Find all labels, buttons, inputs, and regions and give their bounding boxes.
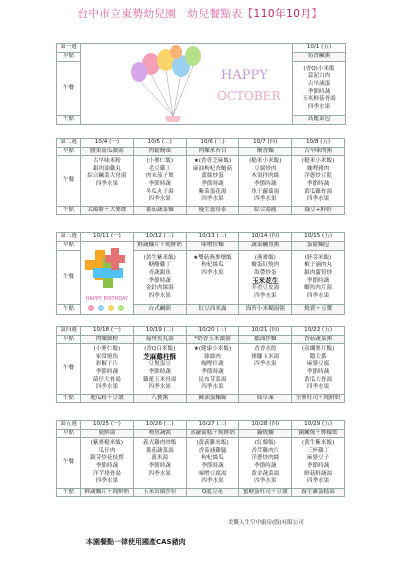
snack-cell: 腰果南瓜濃湯 <box>81 147 134 156</box>
lunch-label: 午餐 <box>57 250 81 304</box>
afternoon-cell: 仙草凍 <box>239 394 292 403</box>
afternoon-cell: Q龍豆花 <box>186 488 239 497</box>
lunch-cell: (黃義雞米飯) 香菇滷雞腿 枸杞絲瓜 季節時蔬 味噌豆腐湯 四季水果 <box>186 438 239 489</box>
date-cell: 10/29 (五) <box>292 421 345 430</box>
afternoon-cell: 蘇油蛋麵線 <box>186 394 239 403</box>
happy-text: HAPPY <box>221 68 268 83</box>
date-cell: 10/13 (三) <box>186 233 239 242</box>
week3-table <box>56 232 345 315</box>
snack-label: 早點 <box>57 241 81 250</box>
lunch-cell: (黃生紫米飯) 糖醋雞丁 青蔬銀魚 季節時蔬 金針肉絲湯 四季水果 <box>133 250 186 304</box>
date-10-1: 10/1 (五) <box>293 44 346 53</box>
week-label: 第四週 <box>57 327 81 336</box>
snack-cell: 鵝油拌麵 <box>239 335 292 344</box>
lunch-cell: 義式雞肉炒飯 番茄蔬菜湯 薑米湯 季節時蔬 四季水果 <box>133 438 186 489</box>
snack-cell: 味噌拉麵 <box>186 241 239 250</box>
page-title: 台中市立東勢幼兒園 幼兒餐點表【110年10月】 <box>77 8 323 20</box>
snack-cell: 鮮蔬麵片＋純鮮奶 <box>133 241 186 250</box>
snack-cell: 蒸蘿蔔糕＋純鮮奶 <box>186 429 239 438</box>
date-cell: 10/28 (四) <box>239 421 292 430</box>
snack-cell: 爾香麵 <box>239 147 292 156</box>
date-cell: 10/26 (二) <box>133 421 186 430</box>
lunch-label: 午餐 <box>57 344 81 395</box>
october-decoration <box>81 44 293 125</box>
afternoon-cell: 太陽餅＋大麥飲 <box>81 206 134 215</box>
date-cell: 10/25 (一) <box>81 421 134 430</box>
date-cell: 10/5 (二) <box>133 139 186 148</box>
afternoon-cell: 地瓜粉＋豆漿 <box>81 394 134 403</box>
lunch-cell: ★(健康小米飯) 絲絲肉 咖哩什蔬 季節時蔬 昆布芽菜湯 四季水果 <box>186 344 239 395</box>
snack-cell: *奶香玉米濃湯 <box>186 335 239 344</box>
lunch-label: 午餐 <box>57 156 81 207</box>
date-cell: 10/7 (四) <box>239 139 292 148</box>
week4-table <box>56 326 345 403</box>
date-cell: 10/15 (五) <box>292 233 345 242</box>
afternoon-cell: 鮮蔬麵片＋純鮮奶 <box>81 488 134 497</box>
afternoon-10-1: 高麗菜包 <box>293 115 346 124</box>
date-cell: 10/11 (一) <box>81 233 134 242</box>
date-cell: 10/19 (二) <box>133 327 186 336</box>
lunch-cell: (黃生紫米飯) 三杯雞丁 麻婆豆子 季節時蔬 鮮菇鮮蔬湯 四季水果 <box>292 438 345 489</box>
lunch-cell: ★雙菇燕麥燴飯 枸杞絲瓜 四季水果 <box>186 250 239 304</box>
date-cell: 10/20 (三) <box>186 327 239 336</box>
lunch-label: 午餐 <box>57 62 81 116</box>
lunch-cell: (燕麥飯) 瓣蛋紅燒肉 海帶炒蛋 玉米花生 芥香豆皮湯 四季水果 <box>239 250 292 304</box>
lunch-cell: ★(香香芝麻飯) 麻油枸杞杏鮑菇 薑絲炒蛋 季節時蔬 紫菜蛋花湯 四季水果 <box>186 156 239 207</box>
lunch-cell: (胚芽米飯) 椒子滷肉丸 銀肉蘆筍炒 季節時蔬 鯽魚肉片湯 四季水果 <box>292 250 345 304</box>
afternoon-label: 午點 <box>57 305 81 314</box>
lunch-cell: (小麥仁飯) 毛豆雞丁 肉末茄子煲 季節時蔬 冬瓜丸子湯 四季水果 <box>133 156 186 207</box>
snack-cell: 鍋燒麵 <box>239 429 292 438</box>
snack-label: 早點 <box>57 53 81 62</box>
afternoon-label: 午點 <box>57 115 81 124</box>
afternoon-cell: 養生雞蛋糕湯 <box>292 488 345 497</box>
afternoon-cell: 綜合湯圓 <box>239 206 292 215</box>
date-cell: 10/6 (三) <box>186 139 239 148</box>
afternoon-cell: 八寶粥 <box>133 394 186 403</box>
lunch-cell: (小麥仁飯) 家常燒魚 彩椒干片 季節時蔬 菌仔大骨湯 四季水果 <box>81 344 134 395</box>
snack-label: 早點 <box>57 335 81 344</box>
snack-cell: 香菇蔬菜粥 <box>292 335 345 344</box>
afternoon-cell: 全麥吐司＋純鮮奶 <box>292 394 345 403</box>
afternoon-cell: 番茄蔬菜麵 <box>133 206 186 215</box>
date-cell: 10/22 (五) <box>292 327 345 336</box>
snack-cell: 鹿鮮湯 <box>81 429 134 438</box>
date-cell: 10/4 (一) <box>81 139 134 148</box>
afternoon-cell: 燒賣＋豆漿 <box>292 305 345 314</box>
snack-cell: 古早味肉粥 <box>292 147 345 156</box>
week-label: 第五週 <box>57 421 81 430</box>
cas-pork-notice: 本園餐點一律使用國產CAS豬肉 <box>86 538 186 546</box>
snack-label: 早點 <box>57 429 81 438</box>
lunch-cell: (高纖麥片飯) 鵝大番 麻婆豆腐 季節時蔬 黃瓜大骨湯 四季水果 <box>292 344 345 395</box>
snack-cell: 蔬菜鹹魚粥 <box>239 241 292 250</box>
afternoon-cell: 紅豆西米露 <box>186 305 239 314</box>
lunch-cell: (糙米小米飯) 咖哩豬肉 洋蔥炒豆乾 季節時蔬 黃瓜雞骨湯 四季水果 <box>292 156 345 207</box>
afternoon-cell: 玉米田園沙拉 <box>133 488 186 497</box>
balloons-image <box>131 45 201 122</box>
week-label: 第一週 <box>57 44 81 53</box>
date-cell: 10/12 (二) <box>133 233 186 242</box>
lunch-cell: (紫麥糙米飯) 瓜仔肉 銀芽炒花枝撈 季節時蔬 洋芋排骨湯 四季水果 <box>81 438 134 489</box>
snack-label: 早點 <box>57 147 81 156</box>
birthday-decoration <box>81 241 134 314</box>
october-text: OCTOBER <box>217 89 281 103</box>
afternoon-cell: 蜜糖蛋吐司＋豆漿 <box>239 488 292 497</box>
lunch-cell: 古早味米粉 銀肉油雞丸 綜合鹹菜大骨湯 四季水果 <box>81 156 134 207</box>
lunch-cell: (糙米小米飯) 豆腐炒肉 木須拌肉絲 季節時蔬 魚干蘿蔔湯 四季水果 <box>239 156 292 207</box>
afternoon-label: 午點 <box>57 206 81 215</box>
lunch-cell: 香香水餃 豬腳玉米湯 四季水果 <box>239 344 292 395</box>
snack-cell: 福州魚丸湯 <box>133 335 186 344</box>
snack-10-1: 筍香鹹粥 <box>293 53 346 62</box>
lunch-label: 午餐 <box>57 438 81 489</box>
lunch-cell: (香Q白米飯) 芝麻雞柱酥 豆鬟蛋豆 季節時蔬 雞蓮玉米骨湯 四季水果 <box>133 344 186 395</box>
afternoon-cell: 綠豆+鮮奶 <box>292 206 345 215</box>
snack-cell: 吻魚蔬粥 <box>133 429 186 438</box>
supplier-name: 美饌人生空中廚房(股)有限公司 <box>228 520 304 526</box>
afternoon-cell: 台式鹹粥 <box>133 305 186 314</box>
date-cell: 10/21 (四) <box>239 327 292 336</box>
snack-cell: 肉鬆饅頭 <box>133 147 186 156</box>
afternoon-label: 午點 <box>57 488 81 497</box>
afternoon-cell: 海苔小米糊湯粥 <box>239 305 292 314</box>
snack-cell: 蛋鬆麵包 <box>292 241 345 250</box>
afternoon-cell: 優生薑母茶 <box>186 206 239 215</box>
week-label: 第二週 <box>57 139 81 148</box>
date-cell: 10/8 (五) <box>292 139 345 148</box>
week5-table <box>56 420 345 497</box>
afternoon-label: 午點 <box>57 394 81 403</box>
snack-cell: 銅鑼燒＋檸檬飲 <box>292 429 345 438</box>
lunch-10-1: (香Q)小米飯 蒜泥白肉 古早滷蛋 季節時蔬 玉米鮮菇骨湯 四季水果 <box>293 62 346 116</box>
snack-cell: 肉燥米苔目 <box>186 147 239 156</box>
birthday-text: HAPPY BIRTHDAY <box>85 295 129 302</box>
date-cell: 10/14 (四) <box>239 233 292 242</box>
week-label: 第三週 <box>57 233 81 242</box>
week1-table <box>56 43 346 125</box>
date-cell: 10/18 (一) <box>81 327 134 336</box>
date-cell: 10/27 (三) <box>186 421 239 430</box>
lunch-cell: (紅藜飯) 香芹雞肉片 洋蔥炒肉絲 季節時蔬 黃金蔬菜湯 四季水果 <box>239 438 292 489</box>
snack-cell: 肉燥細粉 <box>81 335 134 344</box>
week2-table <box>56 138 345 215</box>
